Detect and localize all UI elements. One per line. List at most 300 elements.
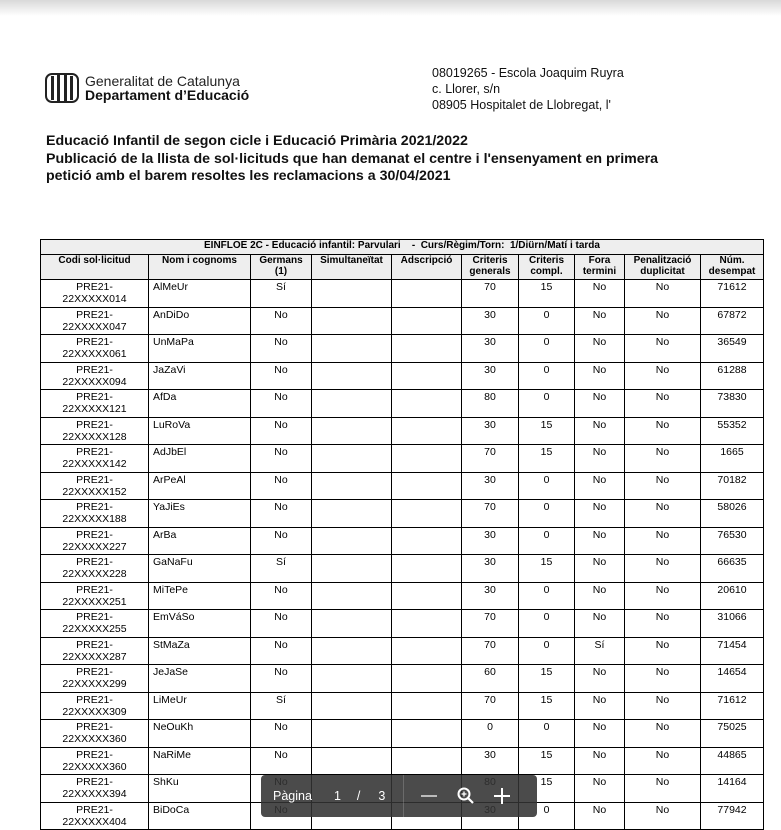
- cell-compl: 15: [519, 665, 575, 693]
- cell-fora: No: [575, 417, 625, 445]
- cell-penal: No: [625, 500, 701, 528]
- cell-compl: 15: [519, 417, 575, 445]
- cell-application-code: [41, 775, 149, 803]
- cell-desempat: 71612: [701, 280, 764, 308]
- plus-icon: [493, 787, 511, 805]
- table-row: [41, 610, 764, 638]
- code-line-2: 22XXXXX014: [62, 293, 127, 305]
- cell-application-code: [41, 280, 149, 308]
- cell-application-code: [41, 747, 149, 775]
- cell-simult: [312, 472, 392, 500]
- column-header-line-2: desempat: [708, 266, 756, 277]
- cell-generals: 70: [462, 637, 519, 665]
- cell-application-code: [41, 582, 149, 610]
- logo-line-2: Departament d’Educació: [85, 87, 250, 103]
- table-row: [41, 445, 764, 473]
- cell-generals: 30: [462, 472, 519, 500]
- cell-simult: [312, 637, 392, 665]
- cell-adscr: [392, 610, 462, 638]
- code-line-1: PRE21-: [76, 721, 113, 733]
- cell-desempat: 58026: [701, 500, 764, 528]
- cell-application-code: [41, 692, 149, 720]
- cell-penal: No: [625, 692, 701, 720]
- cell-germans: Sí: [251, 555, 312, 583]
- table-row: [41, 417, 764, 445]
- code-line-1: PRE21-: [76, 281, 113, 293]
- cell-desempat: 73830: [701, 390, 764, 418]
- page-separator: /: [356, 789, 361, 803]
- cell-generals: 30: [462, 555, 519, 583]
- cell-compl: 0: [519, 307, 575, 335]
- cell-simult: [312, 445, 392, 473]
- cell-desempat: 14654: [701, 665, 764, 693]
- cell-desempat: 31066: [701, 610, 764, 638]
- table-body: [41, 280, 764, 830]
- cell-generals: 60: [462, 665, 519, 693]
- cell-compl: 15: [519, 280, 575, 308]
- cell-desempat: 66635: [701, 555, 764, 583]
- table-row: [41, 335, 764, 363]
- cell-name: StMaZa: [149, 637, 251, 665]
- title-line-1: Educació Infantil de segon cicle i Educació Primària 2021/2022: [46, 133, 468, 149]
- cell-compl: 15: [519, 775, 575, 803]
- cell-name: YaJiEs: [149, 500, 251, 528]
- cell-desempat: 75025: [701, 720, 764, 748]
- cell-name: AdJbEl: [149, 445, 251, 473]
- cell-name: LuRoVa: [149, 417, 251, 445]
- cell-simult: [312, 582, 392, 610]
- code-line-1: PRE21-: [76, 638, 113, 651]
- code-line-1: PRE21-: [76, 446, 113, 458]
- cell-simult: [312, 527, 392, 555]
- zoom-in-button[interactable]: [490, 784, 514, 808]
- cell-compl: 0: [519, 802, 575, 830]
- cell-generals: 30: [462, 307, 519, 335]
- cell-simult: [312, 665, 392, 693]
- code-line-2: 22XXXXX299: [62, 678, 127, 690]
- cell-penal: No: [625, 390, 701, 418]
- cell-germans: No: [251, 500, 312, 528]
- cell-desempat: 14164: [701, 775, 764, 803]
- cell-penal: No: [625, 335, 701, 363]
- cell-penal: No: [625, 445, 701, 473]
- column-header-line-2: generals: [469, 266, 511, 277]
- cell-application-code: [41, 637, 149, 665]
- code-line-2: 22XXXXX227: [62, 540, 127, 553]
- magnifier-plus-icon: [456, 786, 476, 806]
- code-line-1: PRE21-: [76, 611, 113, 623]
- cell-desempat: 76530: [701, 527, 764, 555]
- applications-table: [40, 239, 764, 830]
- column-header-line-2: duplicitat: [640, 266, 685, 277]
- cell-fora: No: [575, 665, 625, 693]
- toolbar-divider: [403, 775, 404, 817]
- address-line: c. Llorer, s/n: [432, 82, 501, 96]
- cell-fora: No: [575, 445, 625, 473]
- column-header-line-2: (1): [274, 266, 288, 277]
- column-header: [41, 255, 149, 280]
- column-header: [149, 255, 251, 280]
- cell-germans: No: [251, 610, 312, 638]
- cell-name: BiDoCa: [149, 802, 251, 830]
- cell-application-code: [41, 390, 149, 418]
- cell-generals: 80: [462, 390, 519, 418]
- cell-penal: No: [625, 280, 701, 308]
- cell-generals: 70: [462, 445, 519, 473]
- code-line-1: PRE21-: [76, 666, 113, 678]
- cell-germans: No: [251, 390, 312, 418]
- table-row: [41, 500, 764, 528]
- column-headers: [41, 255, 764, 280]
- code-line-2: 22XXXXX360: [62, 733, 127, 745]
- cell-germans: No: [251, 637, 312, 665]
- column-header-line-1: Fora: [588, 255, 611, 266]
- cell-adscr: [392, 527, 462, 555]
- cell-compl: 0: [519, 527, 575, 555]
- cell-penal: No: [625, 802, 701, 830]
- cell-name: LiMeUr: [149, 692, 251, 720]
- cell-simult: [312, 555, 392, 583]
- cell-compl: 0: [519, 582, 575, 610]
- column-header: [251, 255, 312, 280]
- cell-fora: No: [575, 802, 625, 830]
- cell-compl: 0: [519, 637, 575, 665]
- cell-name: AnDiDo: [149, 307, 251, 335]
- cell-penal: No: [625, 555, 701, 583]
- cell-desempat: 67872: [701, 307, 764, 335]
- code-line-1: PRE21-: [76, 391, 113, 403]
- cell-simult: [312, 390, 392, 418]
- code-line-1: PRE21-: [76, 501, 113, 513]
- address-line: 08019265 - Escola Joaquim Ruyra: [432, 66, 624, 80]
- code-line-2: 22XXXXX255: [62, 623, 127, 635]
- cell-simult: [312, 610, 392, 638]
- cell-compl: 0: [519, 500, 575, 528]
- cell-fora: No: [575, 390, 625, 418]
- column-header-line-1: Criteris: [528, 255, 564, 266]
- cell-name: JeJaSe: [149, 665, 251, 693]
- cell-generals: 30: [462, 362, 519, 390]
- cell-application-code: [41, 362, 149, 390]
- page-label: Pàgina: [273, 789, 312, 803]
- code-line-2: 22XXXXX251: [62, 595, 127, 608]
- cell-desempat: 71612: [701, 692, 764, 720]
- cell-adscr: [392, 747, 462, 775]
- cell-generals: 30: [462, 582, 519, 610]
- table-row: [41, 555, 764, 583]
- cell-adscr: [392, 582, 462, 610]
- cell-adscr: [392, 280, 462, 308]
- cell-application-code: [41, 610, 149, 638]
- column-header-line-1: Penalització: [633, 255, 692, 266]
- cell-penal: No: [625, 665, 701, 693]
- cell-penal: No: [625, 472, 701, 500]
- logo-line-1: Generalitat de Catalunya: [85, 73, 240, 89]
- cell-application-code: [41, 445, 149, 473]
- code-line-1: PRE21-: [76, 776, 113, 788]
- column-header-line-2: termini: [582, 266, 617, 277]
- cell-germans: No: [251, 527, 312, 555]
- cell-adscr: [392, 335, 462, 363]
- cell-fora: No: [575, 720, 625, 748]
- cell-name: GaNaFu: [149, 555, 251, 583]
- table-row: [41, 527, 764, 555]
- cell-generals: 70: [462, 610, 519, 638]
- cell-compl: 15: [519, 555, 575, 583]
- code-line-1: PRE21-: [76, 803, 113, 816]
- school-address: [432, 65, 624, 113]
- cell-germans: No: [251, 362, 312, 390]
- cell-name: NaRiMe: [149, 747, 251, 775]
- cell-germans: No: [251, 417, 312, 445]
- cell-germans: Sí: [251, 692, 312, 720]
- cell-application-code: [41, 720, 149, 748]
- cell-fora: No: [575, 500, 625, 528]
- cell-adscr: [392, 362, 462, 390]
- table-row: [41, 362, 764, 390]
- cell-generals: 30: [462, 747, 519, 775]
- code-line-1: PRE21-: [76, 308, 113, 321]
- column-header-line-1: Criteris: [472, 255, 508, 266]
- cell-desempat: 20610: [701, 582, 764, 610]
- cell-germans: No: [251, 445, 312, 473]
- cell-name: AlMeUr: [149, 280, 251, 308]
- cell-desempat: 77942: [701, 802, 764, 830]
- code-line-2: 22XXXXX394: [62, 788, 127, 800]
- code-line-2: 22XXXXX142: [62, 458, 127, 470]
- cell-germans: No: [251, 335, 312, 363]
- cell-application-code: [41, 472, 149, 500]
- address-line: 08905 Hospitalet de Llobregat, l': [432, 98, 611, 112]
- cell-germans: No: [251, 307, 312, 335]
- cell-adscr: [392, 665, 462, 693]
- cell-germans: No: [251, 720, 312, 748]
- cell-simult: [312, 500, 392, 528]
- cell-adscr: [392, 472, 462, 500]
- table-row: [41, 472, 764, 500]
- fit-zoom-button[interactable]: [454, 784, 478, 808]
- cell-compl: 15: [519, 747, 575, 775]
- cell-germans: No: [251, 472, 312, 500]
- cell-generals: 0: [462, 720, 519, 748]
- code-line-1: PRE21-: [76, 556, 113, 568]
- code-line-1: PRE21-: [76, 418, 113, 431]
- cell-desempat: 44865: [701, 747, 764, 775]
- cell-compl: 0: [519, 472, 575, 500]
- cell-fora: No: [575, 280, 625, 308]
- cell-compl: 0: [519, 362, 575, 390]
- cell-fora: No: [575, 775, 625, 803]
- zoom-out-button[interactable]: [416, 783, 442, 809]
- column-header: [575, 255, 625, 280]
- cell-generals: 30: [462, 335, 519, 363]
- cell-desempat: 70182: [701, 472, 764, 500]
- table-row: [41, 280, 764, 308]
- cell-name: ArPeAl: [149, 472, 251, 500]
- cell-name: JaZaVi: [149, 362, 251, 390]
- code-line-2: 22XXXXX128: [62, 430, 127, 443]
- cell-germans: No: [251, 747, 312, 775]
- cell-adscr: [392, 445, 462, 473]
- pdf-page-toolbar: [261, 775, 537, 817]
- cell-adscr: [392, 390, 462, 418]
- code-line-1: PRE21-: [76, 528, 113, 541]
- table-row: [41, 692, 764, 720]
- column-header-line-2: compl.: [530, 266, 563, 277]
- cell-penal: No: [625, 582, 701, 610]
- column-header: [625, 255, 701, 280]
- cell-desempat: 55352: [701, 417, 764, 445]
- cell-fora: No: [575, 582, 625, 610]
- cell-simult: [312, 280, 392, 308]
- cell-germans: No: [251, 665, 312, 693]
- table-row: [41, 307, 764, 335]
- title-line-3: petició amb el barem resoltes les reclamacions a 30/04/2021: [46, 168, 451, 184]
- code-line-1: PRE21-: [76, 748, 113, 761]
- code-line-2: 22XXXXX360: [62, 760, 127, 773]
- column-header: [701, 255, 764, 280]
- cell-penal: No: [625, 417, 701, 445]
- column-header: [392, 255, 462, 280]
- generalitat-logo: [45, 73, 249, 103]
- table-row: [41, 720, 764, 748]
- cell-application-code: [41, 527, 149, 555]
- cell-name: EmVáSo: [149, 610, 251, 638]
- cell-application-code: [41, 665, 149, 693]
- cell-penal: No: [625, 610, 701, 638]
- code-line-2: 22XXXXX061: [62, 348, 127, 360]
- cell-application-code: [41, 417, 149, 445]
- cell-simult: [312, 307, 392, 335]
- code-line-2: 22XXXXX094: [62, 375, 127, 388]
- code-line-2: 22XXXXX228: [62, 568, 127, 580]
- cell-compl: 0: [519, 390, 575, 418]
- cell-fora: No: [575, 335, 625, 363]
- minus-icon: [420, 787, 438, 805]
- table-row: [41, 390, 764, 418]
- cell-name: UnMaPa: [149, 335, 251, 363]
- cell-germans: No: [251, 582, 312, 610]
- cell-name: ShKu: [149, 775, 251, 803]
- code-line-2: 22XXXXX152: [62, 485, 127, 498]
- cell-generals: 70: [462, 500, 519, 528]
- cell-fora: Sí: [575, 637, 625, 665]
- table-row: [41, 665, 764, 693]
- current-page-input[interactable]: 1: [333, 789, 341, 803]
- cell-application-code: [41, 802, 149, 830]
- cell-application-code: [41, 555, 149, 583]
- cell-fora: No: [575, 362, 625, 390]
- code-line-2: 22XXXXX047: [62, 320, 127, 333]
- column-header-line-1: Adscripció: [400, 255, 453, 266]
- cell-simult: [312, 747, 392, 775]
- cell-name: AfDa: [149, 390, 251, 418]
- cell-name: MiTePe: [149, 582, 251, 610]
- code-line-1: PRE21-: [76, 363, 113, 376]
- cell-generals: 30: [462, 417, 519, 445]
- cell-adscr: [392, 555, 462, 583]
- cell-application-code: [41, 335, 149, 363]
- code-line-2: 22XXXXX121: [62, 403, 127, 415]
- cell-adscr: [392, 500, 462, 528]
- cell-fora: No: [575, 555, 625, 583]
- cell-simult: [312, 720, 392, 748]
- cell-fora: No: [575, 307, 625, 335]
- cell-adscr: [392, 720, 462, 748]
- cell-simult: [312, 692, 392, 720]
- table-row: [41, 582, 764, 610]
- column-header-line-1: Germans: [259, 255, 303, 266]
- cell-germans: Sí: [251, 280, 312, 308]
- cell-simult: [312, 417, 392, 445]
- cell-fora: No: [575, 527, 625, 555]
- cell-penal: No: [625, 637, 701, 665]
- cell-penal: No: [625, 527, 701, 555]
- code-line-1: PRE21-: [76, 583, 113, 596]
- cell-desempat: 36549: [701, 335, 764, 363]
- cell-simult: [312, 362, 392, 390]
- cell-penal: No: [625, 307, 701, 335]
- column-header: [312, 255, 392, 280]
- column-header: [462, 255, 519, 280]
- generalitat-emblem-icon: [45, 73, 79, 103]
- cell-fora: No: [575, 692, 625, 720]
- code-line-2: 22XXXXX309: [62, 705, 127, 718]
- viewer-top-shadow: [0, 0, 781, 16]
- cell-name: NeOuKh: [149, 720, 251, 748]
- code-line-1: PRE21-: [76, 473, 113, 486]
- cell-compl: 15: [519, 445, 575, 473]
- table-row: [41, 747, 764, 775]
- cell-name: ArBa: [149, 527, 251, 555]
- cell-application-code: [41, 500, 149, 528]
- column-header: [519, 255, 575, 280]
- cell-compl: 0: [519, 610, 575, 638]
- table-row: [41, 637, 764, 665]
- cell-desempat: 61288: [701, 362, 764, 390]
- cell-generals: 70: [462, 280, 519, 308]
- code-line-2: 22XXXXX404: [62, 815, 127, 828]
- cell-fora: No: [575, 747, 625, 775]
- column-header-line-1: Codi sol·licitud: [58, 255, 131, 266]
- code-line-2: 22XXXXX188: [62, 513, 127, 525]
- code-line-2: 22XXXXX287: [62, 650, 127, 663]
- cell-desempat: 1665: [701, 445, 764, 473]
- cell-simult: [312, 335, 392, 363]
- course-heading: EINFLOE 2C - Educació infantil: Parvulari - Curs/Règim/Torn: 1/Diürn/Matí i tarda: [41, 240, 764, 255]
- cell-desempat: 71454: [701, 637, 764, 665]
- cell-compl: 15: [519, 692, 575, 720]
- cell-adscr: [392, 637, 462, 665]
- total-pages: 3: [378, 789, 386, 803]
- column-header-line-1: Nom i cognoms: [161, 255, 237, 266]
- column-header-line-1: Simultaneïtat: [320, 255, 383, 266]
- document-title: [46, 133, 658, 186]
- cell-adscr: [392, 417, 462, 445]
- title-line-2: Publicació de la llista de sol·licituds que han demanat el centre i l'ensenyament en primera: [46, 150, 659, 167]
- cell-adscr: [392, 692, 462, 720]
- code-line-1: PRE21-: [76, 336, 113, 348]
- cell-penal: No: [625, 362, 701, 390]
- cell-application-code: [41, 307, 149, 335]
- column-header-line-1: Núm.: [719, 255, 745, 266]
- cell-compl: 0: [519, 335, 575, 363]
- code-line-1: PRE21-: [76, 693, 113, 706]
- cell-adscr: [392, 307, 462, 335]
- cell-penal: No: [625, 747, 701, 775]
- cell-penal: No: [625, 720, 701, 748]
- cell-compl: 0: [519, 720, 575, 748]
